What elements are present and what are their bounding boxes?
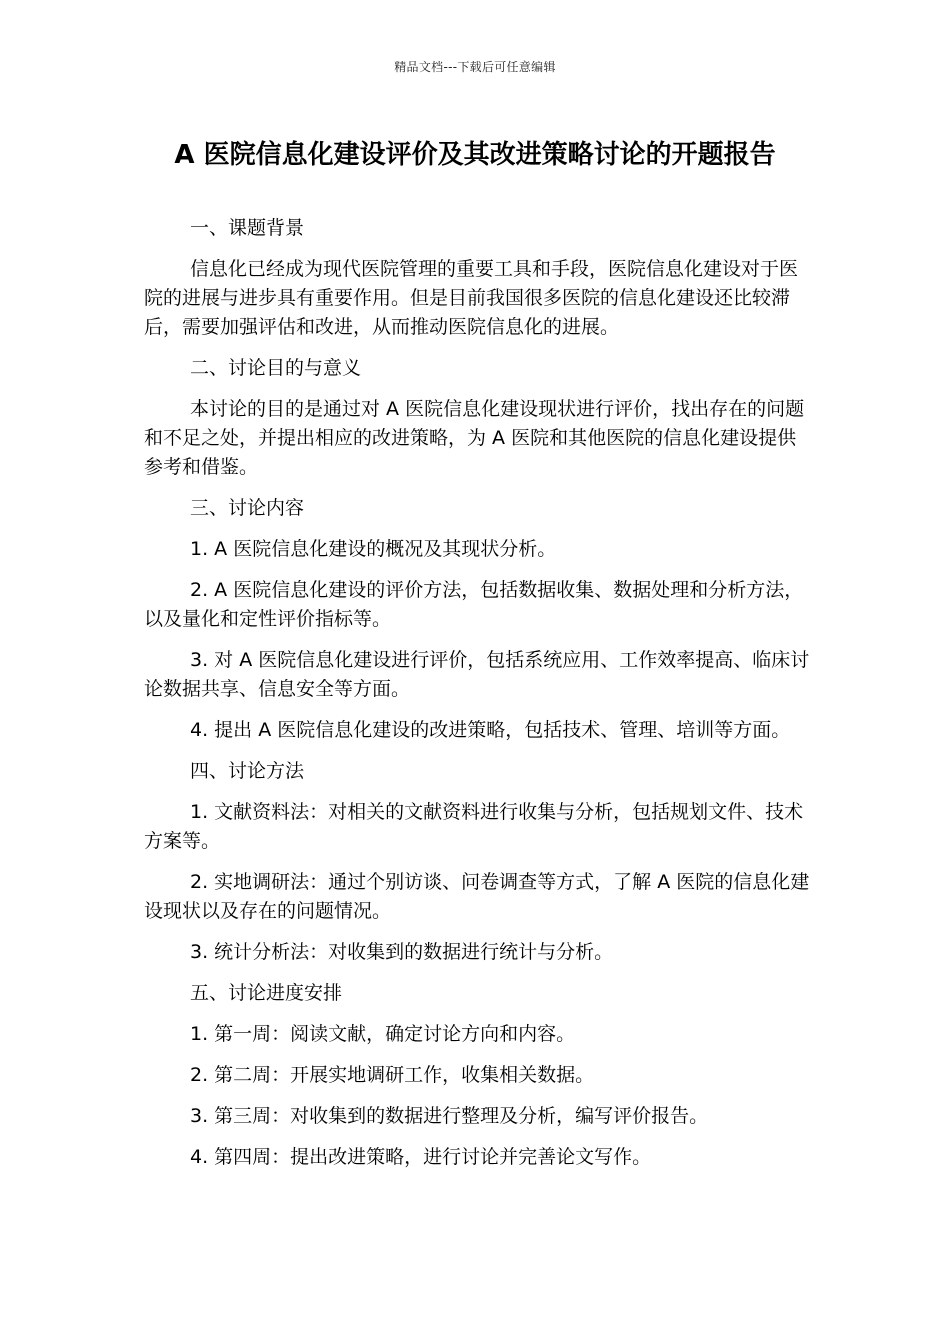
header-note: 精品文档---下载后可任意编辑 — [394, 60, 556, 74]
list-item-content-3: 3. 对 A 医院信息化建设进行评价，包括系统应用、工作效率提高、临床讨论数据共享、信息安全等方面。 — [144, 649, 810, 700]
list-item-method-2: 2. 实地调研法：通过个别访谈、问卷调查等方式，了解 A 医院的信息化建设现状以及存在的问题情况。 — [144, 871, 810, 922]
section-heading-schedule: 五、讨论进度安排 — [190, 982, 343, 1004]
paragraph-background: 信息化已经成为现代医院管理的重要工具和手段，医院信息化建设对于医院的进展与进步具有重要作用。但是目前我国很多医院的信息化建设还比较滞后，需要加强评估和改进，从而推动医院信息化的进展。 — [144, 258, 799, 338]
list-item-method-3: 3. 统计分析法：对收集到的数据进行统计与分析。 — [190, 941, 614, 963]
paragraph-purpose: 本讨论的目的是通过对 A 医院信息化建设现状进行评价，找出存在的问题和不足之处，并提出相应的改进策略，为 A 医院和其他医院的信息化建设提供参考和借鉴。 — [144, 398, 805, 478]
section-heading-background: 一、课题背景 — [190, 217, 305, 239]
list-item-content-2: 2. A 医院信息化建设的评价方法，包括数据收集、数据处理和分析方法，以及量化和定性评价指标等。 — [144, 579, 804, 630]
section-heading-content: 三、讨论内容 — [190, 497, 305, 519]
list-item-content-4: 4. 提出 A 医院信息化建设的改进策略，包括技术、管理、培训等方面。 — [190, 719, 791, 741]
list-item-method-1: 1. 文献资料法：对相关的文献资料进行收集与分析，包括规划文件、技术方案等。 — [144, 801, 804, 852]
document-title: A 医院信息化建设评价及其改进策略讨论的开题报告 — [174, 140, 776, 170]
list-item-schedule-4: 4. 第四周：提出改进策略，进行讨论并完善论文写作。 — [190, 1146, 652, 1168]
document-body — [144, 214, 810, 1184]
section-heading-purpose: 二、讨论目的与意义 — [190, 357, 362, 379]
list-item-schedule-1: 1. 第一周：阅读文献，确定讨论方向和内容。 — [190, 1023, 576, 1045]
list-item-content-1: 1. A 医院信息化建设的概况及其现状分析。 — [190, 538, 557, 560]
list-item-schedule-3: 3. 第三周：对收集到的数据进行整理及分析，编写评价报告。 — [190, 1105, 709, 1127]
list-item-schedule-2: 2. 第二周：开展实地调研工作，收集相关数据。 — [190, 1064, 595, 1086]
section-heading-methods: 四、讨论方法 — [190, 760, 305, 782]
